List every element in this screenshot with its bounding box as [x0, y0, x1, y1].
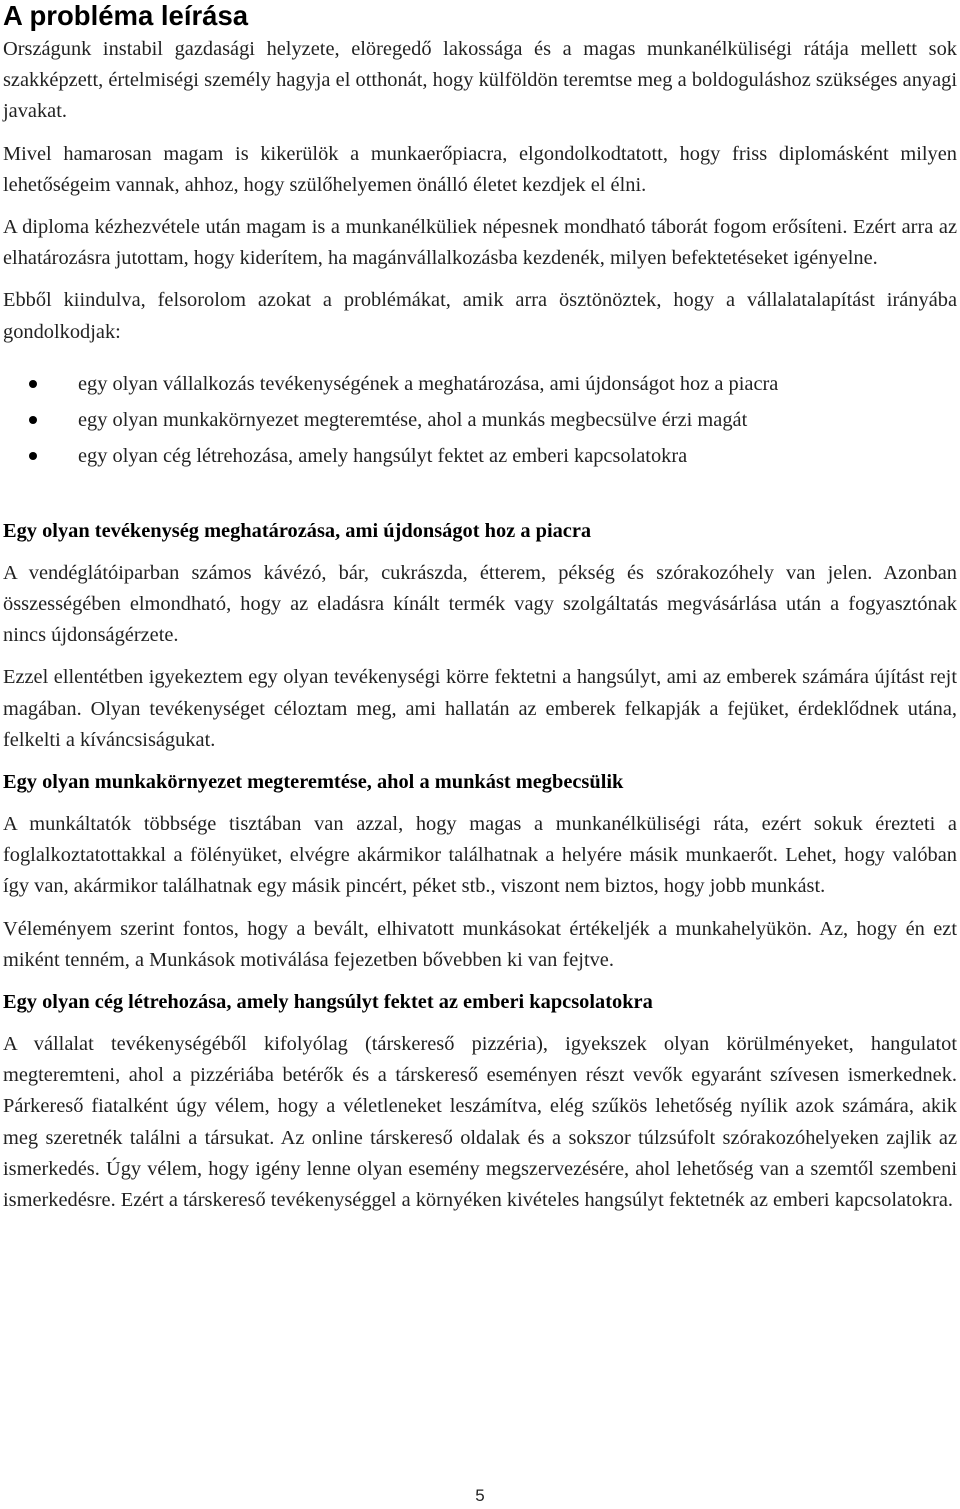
section-heading-3: Egy olyan cég létrehozása, amely hangsúlyt fektet az emberi kapcsolatokra: [3, 991, 653, 1014]
list-item-text: egy olyan munkakörnyezet megteremtése, ahol a munkás megbecsülve érzi magát: [78, 408, 748, 431]
list-item: [3, 366, 957, 402]
list-item-text: egy olyan cég létrehozása, amely hangsúlyt fektet az emberi kapcsolatokra: [78, 444, 688, 467]
document-page: [3, 0, 957, 1216]
problem-list: [3, 366, 957, 474]
section2-paragraph-1: A munkáltatók többsége tisztában van azzal, hogy magas a munkanélküliségi ráta, ezért sokuk érezteti a foglalkoztatottakkal a fölényüket, elvégre akármikor találhatnak a helyére másik munkaerőt. Lehet, hogy valóban így van, akármikor találhatnak egy másik pincért, péket stb., viszont nem biztos, hogy jobb munkást.: [3, 813, 957, 898]
bullet-icon: [29, 416, 37, 424]
list-item: [3, 438, 957, 474]
bullet-icon: [29, 380, 37, 388]
intro-paragraph-4: Ebből kiindulva, felsorolom azokat a problémákat, amik arra ösztönöztek, hogy a vállalatalapítást irányába gondolkodjak:: [3, 289, 957, 343]
page-number: 5: [475, 1486, 485, 1505]
intro-paragraph-2: Mivel hamarosan magam is kikerülök a munkaerőpiacra, elgondolkodtatott, hogy friss diplomásként milyen lehetőségeim vannak, ahhoz, hogy szülőhelyemen önálló életet kezdjek el élni.: [3, 142, 957, 196]
bullet-icon: [29, 452, 37, 460]
page-title: A probléma leírása: [3, 0, 249, 31]
section1-paragraph-2: Ezzel ellentétben igyekeztem egy olyan tevékenységi körre fektetni a hangsúlyt, ami az emberek számára újítást rejt magában. Olyan tevékenységet céloztam meg, ami hallatán az emberek felkapják a fejüket, érdeklődnek utána, felkelti a kíváncsiságukat.: [3, 666, 957, 751]
section-heading-2: Egy olyan munkakörnyezet megteremtése, ahol a munkást megbecsülik: [3, 771, 624, 794]
intro-paragraph-1: Országunk instabil gazdasági helyzete, elöregedő lakossága és a magas munkanélküliségi rátája mellett sok szakképzett, értelmiségi személy hagyja el otthonát, hogy külföldön teremtse meg a boldoguláshoz szükséges anyagi javakat.: [3, 38, 957, 123]
list-item-text: egy olyan vállalkozás tevékenységének a meghatározása, ami újdonságot hoz a piacra: [78, 372, 779, 395]
section1-paragraph-1: A vendéglátóiparban számos kávézó, bár, cukrászda, étterem, pékség és szórakozóhely van jelen. Azonban összességében elmondható, hogy az eladásra kínált termék vagy szolgáltatás megvásárlása után a fogyasztónak nincs újdonságérzete.: [3, 561, 957, 647]
section3-paragraph-1: A vállalat tevékenységéből kifolyólag (társkereső pizzéria), igyekszek olyan körülményeket, hangulatot megteremteni, ahol a pizzériába betérők és a társkereső eseményen részt vevők egyaránt szívesen ismerkednek. Párkereső fiatalként úgy vélem, hogy a véletleneket leszámítva, elég szűkös lehetőség nyílik azok számára, akik meg szeretnék találni a társukat. Az online társkereső oldalak és a sokszor túlzsúfolt szórakozóhelyeken zajlik az ismerkedés. Úgy vélem, hogy igény lenne olyan esemény megszervezésére, ahol lehetőség van a szemtől szembeni ismerkedésre. Ezért a társkereső tevékenységgel a környéken kivételes hangsúlyt fektetnék az emberi kapcsolatokra.: [3, 1033, 957, 1212]
list-item: [3, 402, 957, 438]
intro-paragraph-3: A diploma kézhezvétele után magam is a munkanélküliek népesnek mondható táborát fogom erősíteni. Ezért arra az elhatározásra jutottam, hogy kiderítem, ha magánvállalkozásba kezdenék, milyen befektetéseket igényelne.: [3, 216, 957, 270]
section-heading-1: Egy olyan tevékenység meghatározása, ami újdonságot hoz a piacra: [3, 519, 592, 542]
section2-paragraph-2: Véleményem szerint fontos, hogy a bevált, elhivatott munkásokat értékeljék a munkahelyükön. Az, hogy én ezt miként tenném, a Munkások motiválása fejezetben bővebben ki van fejtve.: [3, 917, 957, 971]
